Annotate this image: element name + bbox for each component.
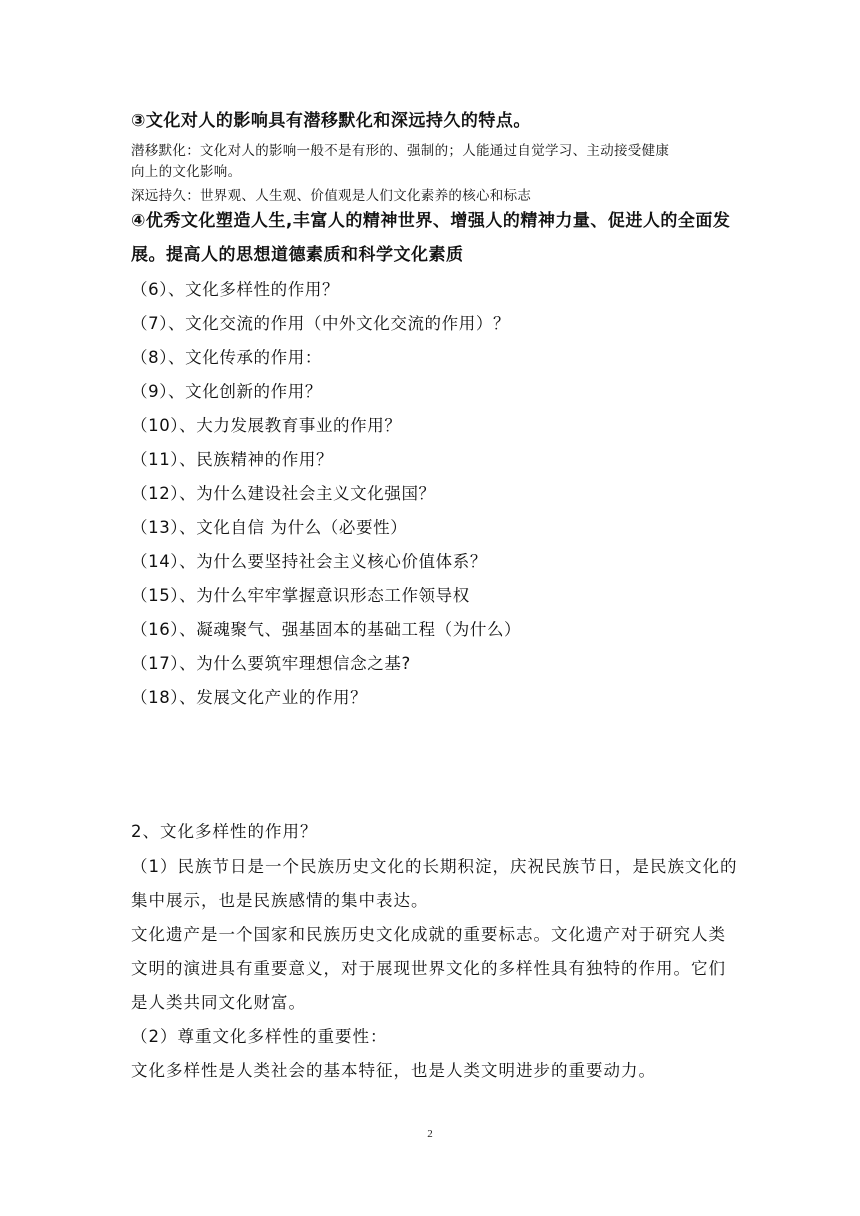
question-item: （12）、为什么建设社会主义文化强国？ — [131, 484, 436, 503]
question-item: （7）、文化交流的作用（中外文化交流的作用）？ — [131, 314, 511, 333]
question-item: （16）、凝魂聚气、强基固本的基础工程（为什么） — [131, 620, 522, 639]
section2-p3-heading: （2）尊重文化多样性的重要性： — [131, 1027, 388, 1046]
page-number: 2 — [427, 1128, 433, 1140]
section2-heading: 2、文化多样性的作用？ — [131, 822, 318, 841]
point4-line2: 展。提高人的思想道德素质和科学文化素质 — [131, 245, 464, 265]
question-item: （8）、文化传承的作用： — [131, 348, 322, 367]
question-item: （11）、民族精神的作用？ — [131, 450, 334, 469]
point3-shenyuan: 深远持久：世界观、人生观、价值观是人们文化素养的核心和标志 — [131, 188, 532, 204]
question-item: （13）、文化自信 为什么（必要性） — [131, 518, 408, 537]
question-item: （9）、文化创新的作用？ — [131, 382, 322, 401]
question-item: （15）、为什么牢牢掌握意识形态工作领导权 — [131, 586, 470, 605]
question-item: （17）、为什么要筑牢理想信念之基? — [131, 654, 411, 673]
section2-p2-line3: 是人类共同文化财富。 — [131, 993, 306, 1012]
section2-p1-line2: 集中展示，也是民族感情的集中表达。 — [131, 891, 429, 910]
question-item: （6）、文化多样性的作用？ — [131, 280, 340, 299]
section2-p3-line1: 文化多样性是人类社会的基本特征，也是人类文明进步的重要动力。 — [131, 1061, 656, 1080]
section2-p2-line2: 文明的演进具有重要意义，对于展现世界文化的多样性具有独特的作用。它们 — [131, 959, 726, 978]
point3-qianyi-line1: 潜移默化：文化对人的影响一般不是有形的、强制的；人能通过自觉学习、主动接受健康 — [131, 143, 670, 159]
point3-title: ③文化对人的影响具有潜移默化和深远持久的特点。 — [131, 111, 531, 131]
section2-p1-line1: （1）民族节日是一个民族历史文化的长期积淀，庆祝民族节日，是民族文化的 — [131, 857, 738, 876]
point4-line1: ④优秀文化塑造人生,丰富人的精神世界、增强人的精神力量、促进人的全面发 — [131, 211, 731, 231]
question-item: （18）、发展文化产业的作用？ — [131, 688, 368, 707]
point3-qianyi-line2: 向上的文化影响。 — [131, 164, 242, 180]
question-item: （10）、大力发展教育事业的作用？ — [131, 416, 402, 435]
question-item: （14）、为什么要坚持社会主义核心价值体系？ — [131, 552, 487, 571]
section2-p2-line1: 文化遗产是一个国家和民族历史文化成就的重要标志。文化遗产对于研究人类 — [131, 925, 726, 944]
